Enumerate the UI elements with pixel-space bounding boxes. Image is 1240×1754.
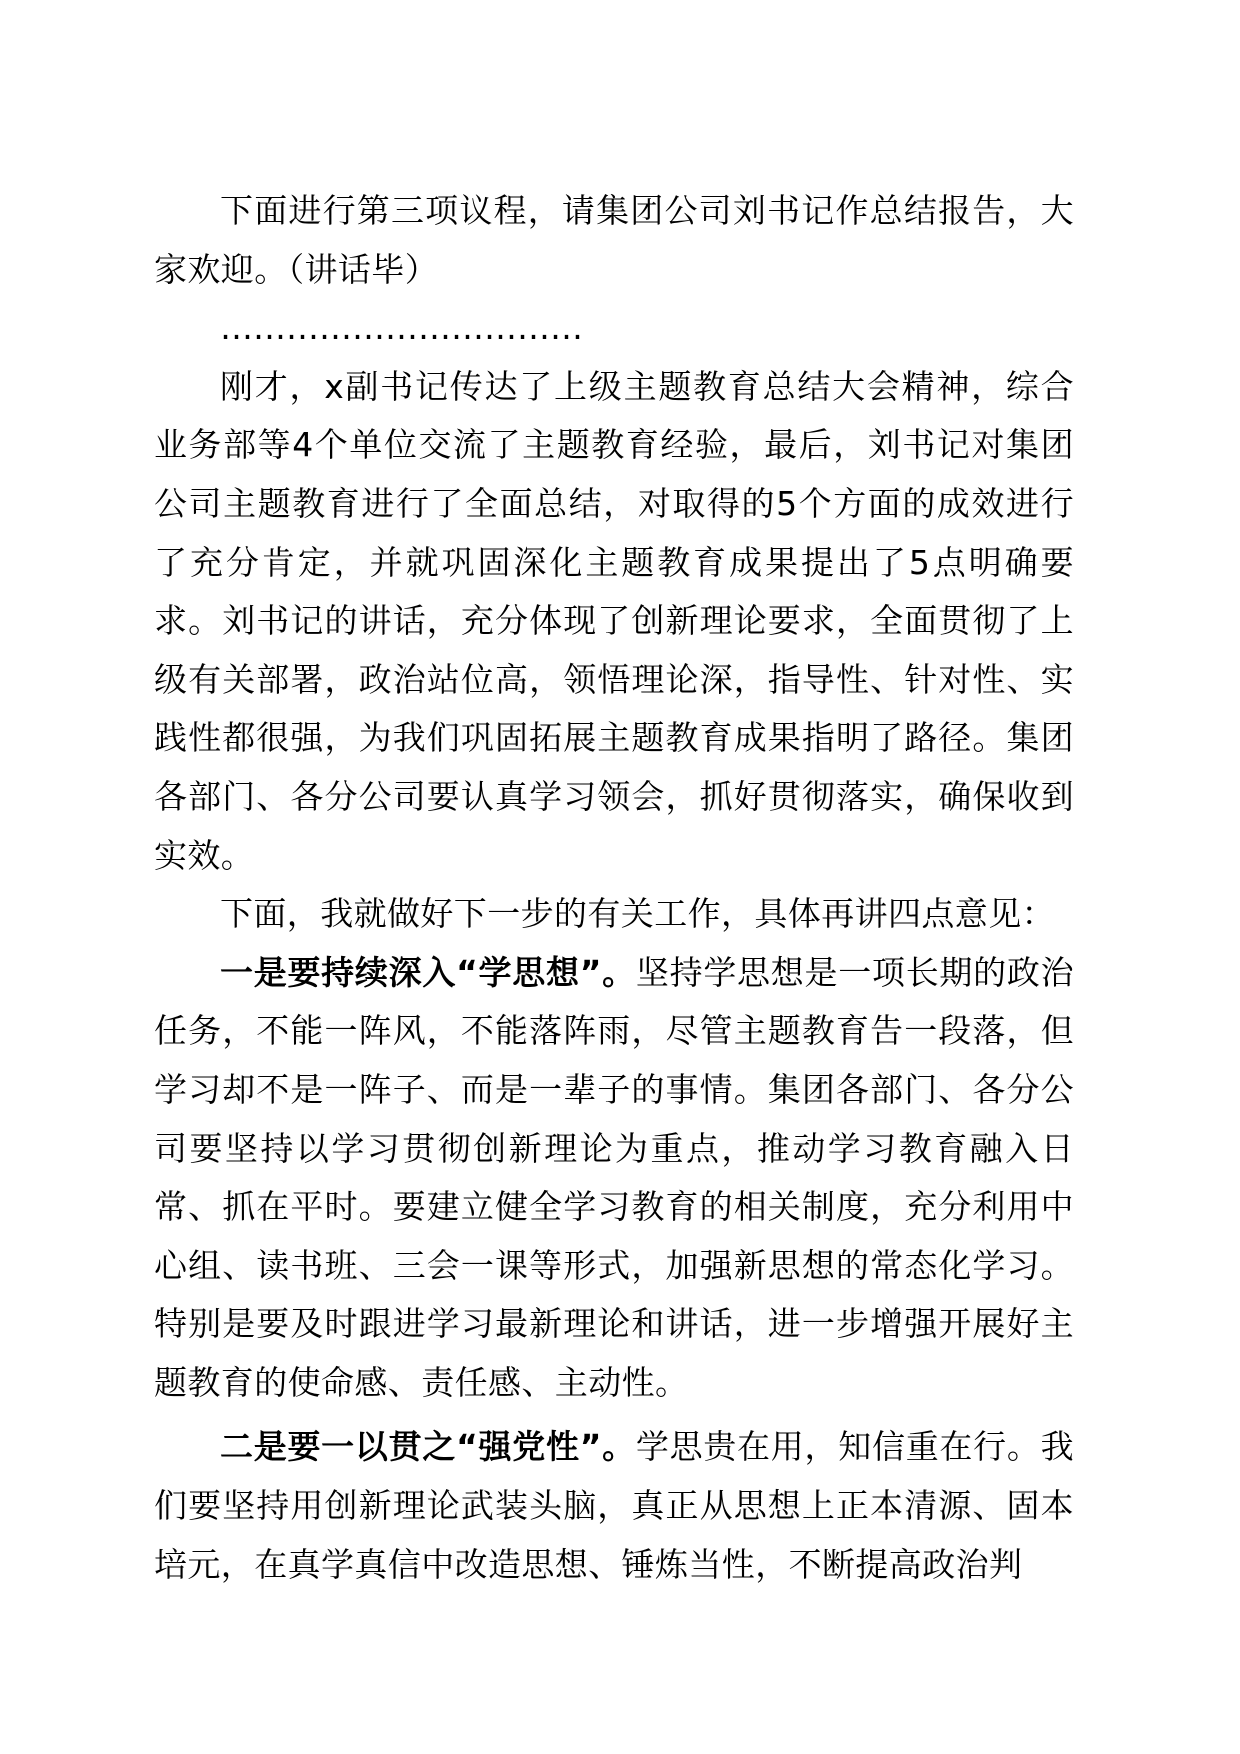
ellipsis-divider (154, 299, 1074, 358)
paragraph-text: 下面进行第三项议程，请集团公司刘书记作总结报告，大家欢迎。（讲话毕） (154, 191, 1074, 289)
paragraph-intro-opinions (154, 885, 1074, 944)
paragraph-text: 刚才，x副书记传达了上级主题教育总结大会精神，综合业务部等4个单位交流了主题教育经验，最后，刘书记对集团公司主题教育进行了全面总结，对取得的5个方面的成效进行了充分肯定，并就巩固深化主题教育成果提出了5点明确要求。刘书记的讲话，充分体现了创新理论要求，全面贯彻了上级有关部署，政治站位高，领悟理论深，指导性、针对性、实践性都很强，为我们巩固拓展主题教育成果指明了路径。集团各部门、各分公司要认真学习领会，抓好贯彻落实，确保收到实效。 (154, 366, 1074, 875)
paragraph-point-one (154, 944, 1074, 1413)
paragraph-lead-heading: 一是要持续深入“学思想”。 (220, 952, 636, 992)
paragraph-text: 下面，我就做好下一步的有关工作，具体再讲四点意见： (220, 894, 1055, 934)
document-body (154, 182, 1074, 1594)
ellipsis-text: …………………………… (220, 308, 583, 348)
paragraph-lead-heading: 二是要一以贯之“强党性”。 (220, 1427, 636, 1467)
paragraph-point-two (154, 1418, 1074, 1594)
paragraph-summary (154, 358, 1074, 885)
paragraph-agenda-announcement (154, 182, 1074, 299)
paragraph-text: 坚持学思想是一项长期的政治任务，不能一阵风，不能落阵雨，尽管主题教育告一段落，但学习却不是一阵子、而是一辈子的事情。集团各部门、各分公司要坚持以学习贯彻创新理论为重点，推动学习教育融入日常、抓在平时。要建立健全学习教育的相关制度，充分利用中心组、读书班、三会一课等形式，加强新思想的常态化学习。特别是要及时跟进学习最新理论和讲话，进一步增强开展好主题教育的使命感、责任感、主动性。 (154, 952, 1075, 1402)
paragraph-text: 学思贵在用，知信重在行。我们要坚持用创新理论武装头脑，真正从思想上正本清源、固本培元，在真学真信中改造思想、锤炼当性，不断提高政治判 (154, 1427, 1075, 1584)
